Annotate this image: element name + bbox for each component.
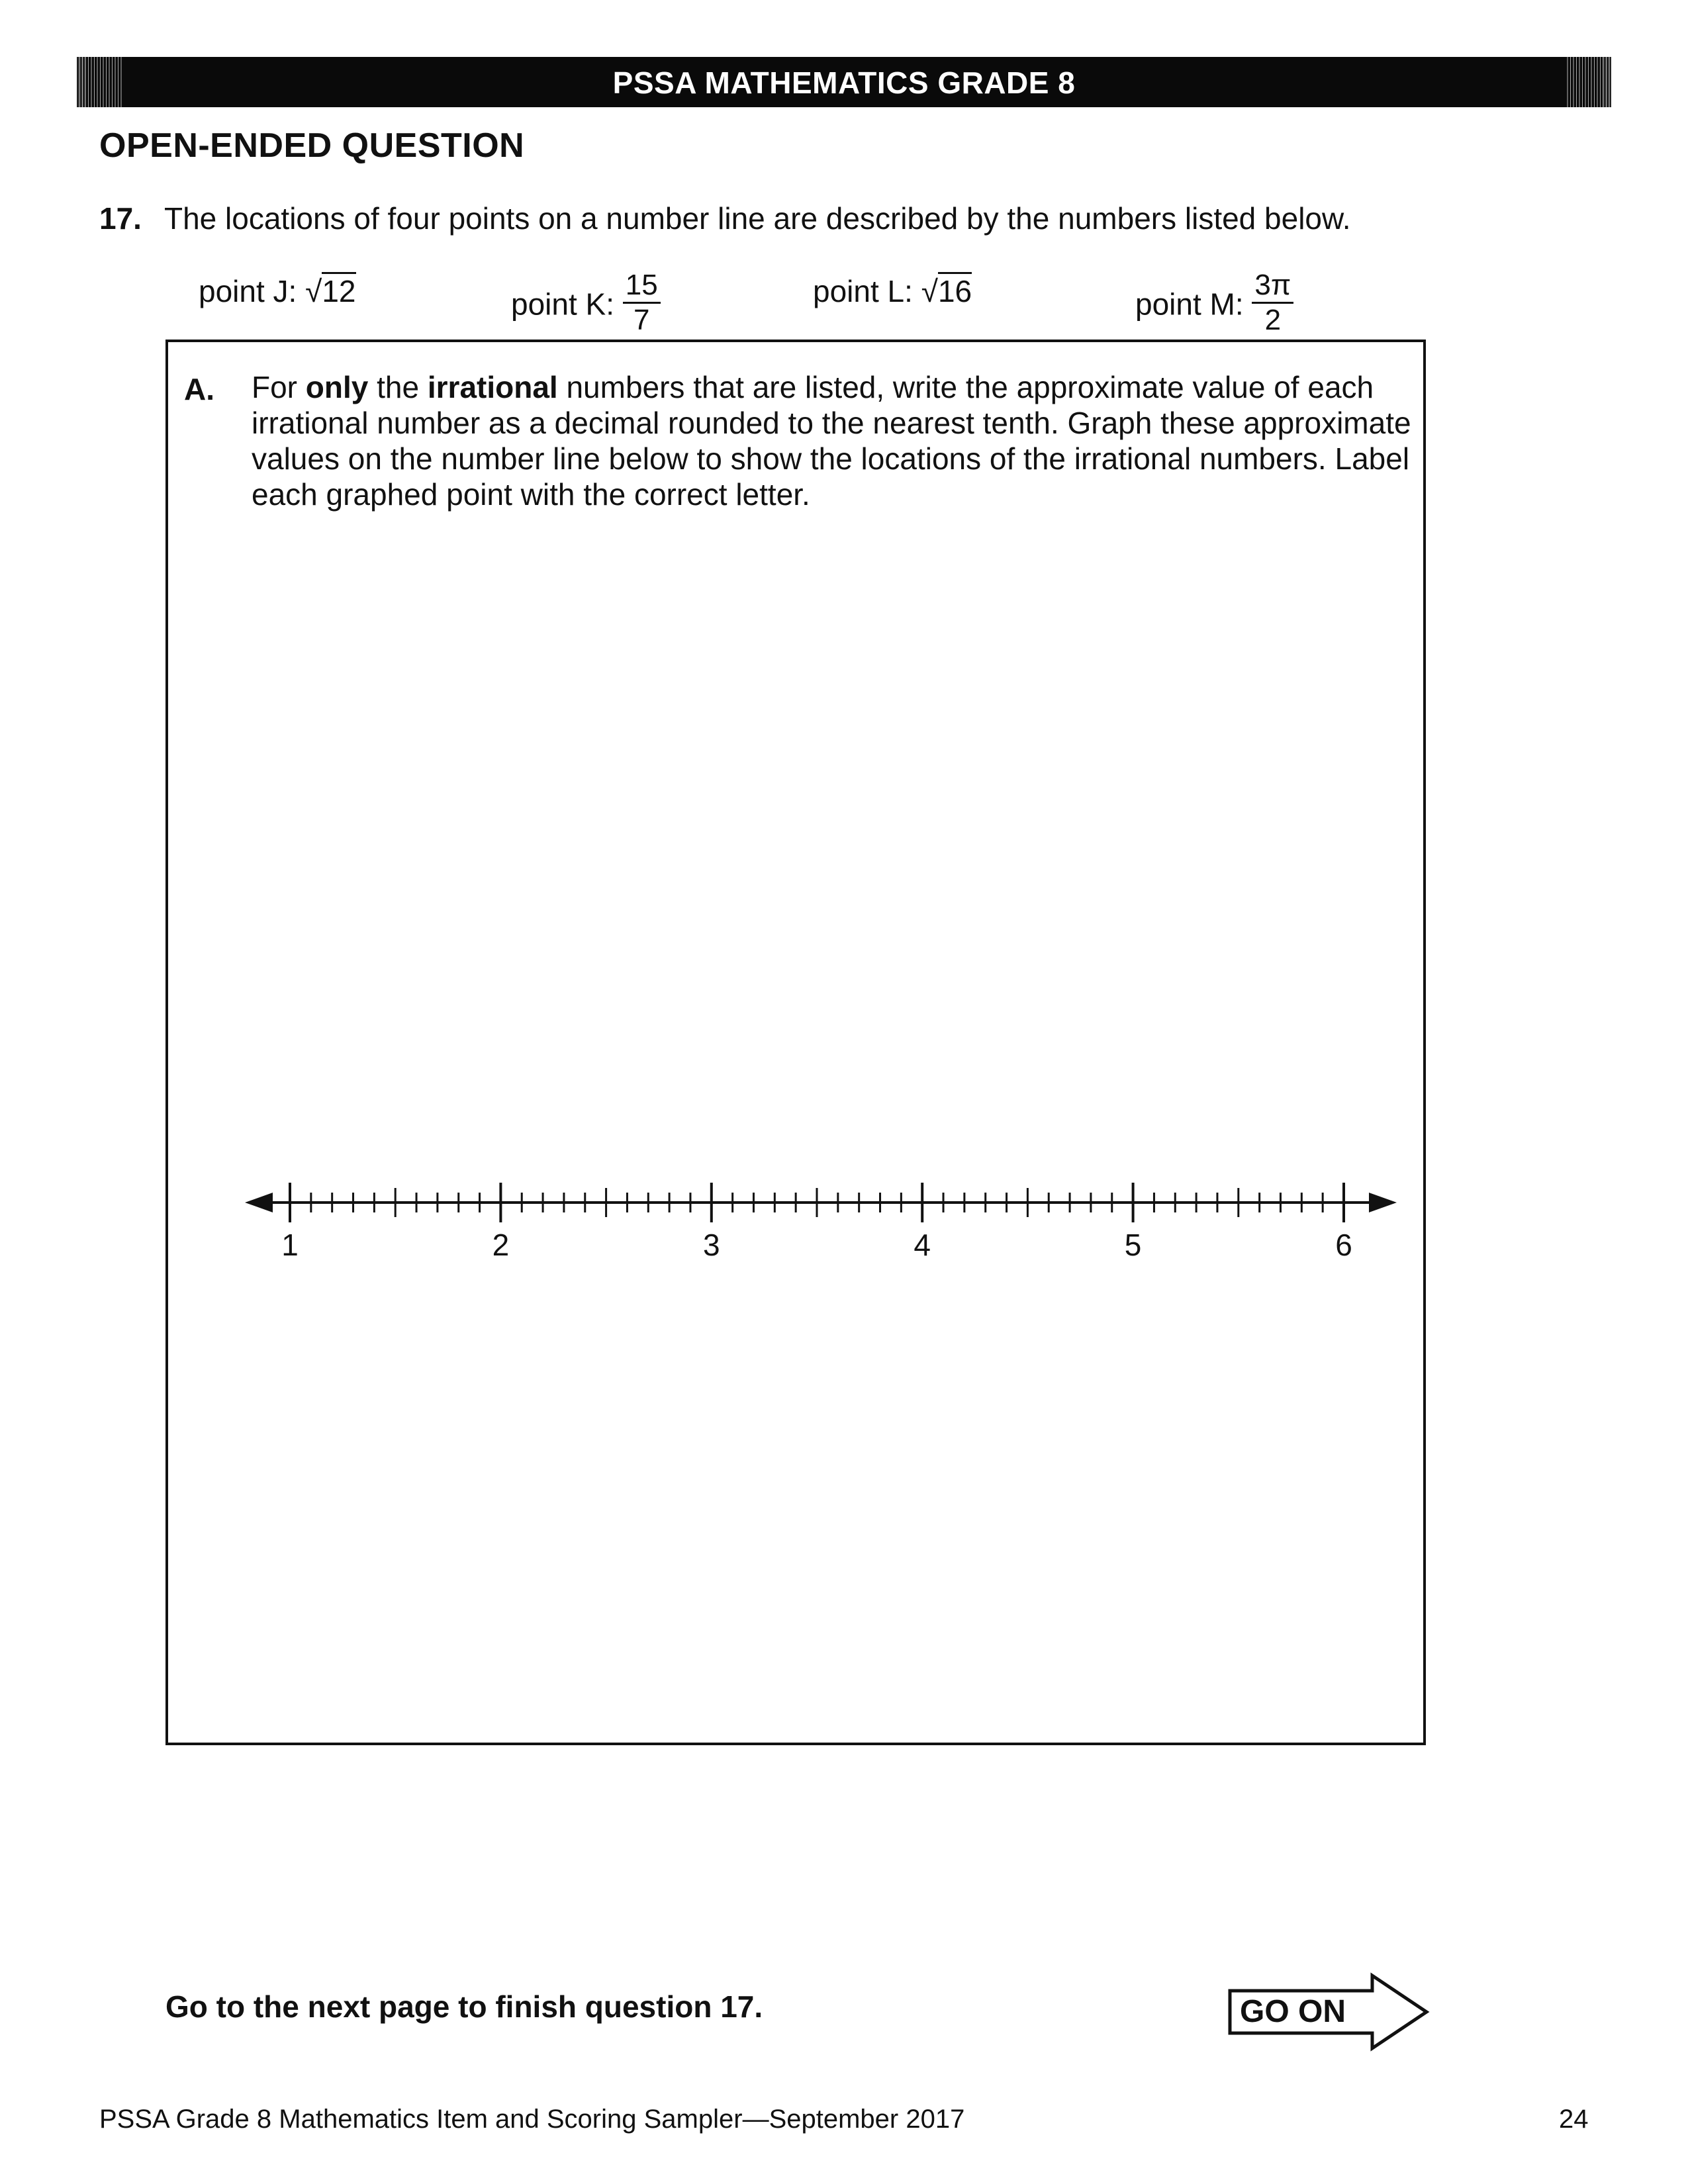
point-l-radicand: 16	[938, 272, 972, 308]
point-l	[813, 273, 972, 310]
tick-label-1: 1	[281, 1228, 299, 1262]
number-line-labels	[281, 1228, 1352, 1262]
point-j	[199, 273, 356, 310]
part-a-bold-irrational: irrational	[427, 370, 558, 404]
point-k-numerator: 15	[623, 269, 661, 304]
point-m	[1135, 269, 1293, 341]
go-on-label: GO ON	[1240, 1994, 1346, 2029]
tick-label-5: 5	[1124, 1228, 1142, 1262]
page-number: 24	[1559, 2105, 1589, 2134]
point-k-denominator: 7	[633, 304, 650, 336]
question-number: 17.	[99, 201, 142, 236]
part-a-text-2: the	[368, 370, 428, 404]
section-heading: OPEN-ENDED QUESTION	[99, 126, 525, 165]
fraction	[1252, 269, 1293, 337]
header-title: PSSA MATHEMATICS GRADE 8	[612, 66, 1076, 100]
footer-source: PSSA Grade 8 Mathematics Item and Scoring Sampler—September 2017	[99, 2105, 965, 2134]
go-on-indicator	[1227, 1972, 1432, 2052]
part-a-text-1: For	[252, 370, 306, 404]
right-arrowhead	[1369, 1193, 1397, 1212]
left-arrowhead	[245, 1193, 273, 1212]
tick-label-6: 6	[1335, 1228, 1352, 1262]
question-text: The locations of four points on a number line are described by the numbers listed below.	[164, 201, 1351, 236]
part-a-label: A.	[184, 372, 214, 406]
point-k	[511, 269, 661, 341]
radical: √12	[305, 273, 355, 310]
point-l-label: point L:	[813, 274, 913, 308]
part-a-text-3: numbers that are listed, write the approximate value of each irrational number as a decimal rounded to the nearest tenth. Graph these approximate values on the number line below to show the locations of the irrational numbers. Label each graphed point with the correct letter.	[252, 370, 1411, 512]
next-page-instruction: Go to the next page to finish question 17.	[165, 1989, 763, 2024]
tick-label-4: 4	[914, 1228, 931, 1262]
tick-label-2: 2	[492, 1228, 510, 1262]
point-j-radicand: 12	[322, 272, 355, 308]
number-line[interactable]	[245, 1171, 1397, 1284]
point-k-label: point K:	[511, 287, 614, 322]
part-a-text	[252, 369, 1417, 512]
point-m-numerator: 3π	[1252, 269, 1293, 304]
tick-label-3: 3	[703, 1228, 720, 1262]
point-m-label: point M:	[1135, 287, 1244, 322]
part-a-bold-only: only	[305, 370, 369, 404]
header-bar	[86, 57, 1602, 107]
fraction	[623, 269, 661, 337]
answer-box[interactable]	[165, 340, 1426, 1745]
point-j-label: point J:	[199, 274, 297, 308]
point-m-denominator: 2	[1264, 304, 1282, 336]
radical: √16	[921, 273, 972, 310]
